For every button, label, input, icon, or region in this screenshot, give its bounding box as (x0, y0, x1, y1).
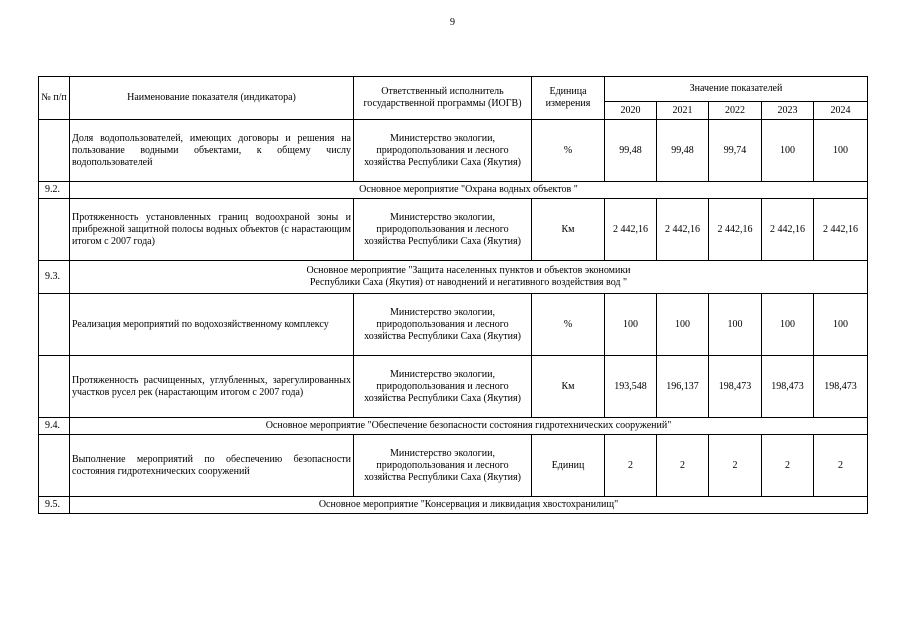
executor: Министерство экологии, природопользования и лесного хозяйства Республики Саха (Якутия) (354, 294, 532, 356)
value-cell: 198,473 (814, 356, 868, 418)
header-year: 2022 (709, 102, 762, 120)
table-row (39, 120, 868, 182)
header-values: Значение показателей (605, 77, 868, 102)
value-cell: 198,473 (762, 356, 814, 418)
row-num (39, 435, 70, 497)
header-year: 2024 (814, 102, 868, 120)
section-title: Основное мероприятие "Охрана водных объектов " (70, 182, 868, 199)
header-year: 2020 (605, 102, 657, 120)
indicator-name: Протяженность установленных границ водоохраной зоны и прибрежной защитной полосы водных объектов (с нарастающим итогом с 2007 года) (70, 199, 354, 261)
value-cell: 2 442,16 (709, 199, 762, 261)
value-cell: 2 442,16 (605, 199, 657, 261)
section-row (39, 261, 868, 294)
unit: % (532, 120, 605, 182)
value-cell: 2 (605, 435, 657, 497)
page-number: 9 (450, 17, 455, 28)
section-num: 9.5. (39, 497, 70, 514)
section-title-line: Основное мероприятие "Защита населенных пунктов и объектов экономики (306, 265, 631, 276)
header-unit: Единица измерения (532, 77, 605, 120)
section-num: 9.4. (39, 418, 70, 435)
value-cell: 100 (814, 294, 868, 356)
row-num (39, 356, 70, 418)
section-title: Основное мероприятие "Обеспечение безопасности состояния гидротехнических сооружений" (70, 418, 868, 435)
value-cell: 100 (709, 294, 762, 356)
header-name: Наименование показателя (индикатора) (70, 77, 354, 120)
unit: Единиц (532, 435, 605, 497)
value-cell: 99,48 (605, 120, 657, 182)
value-cell: 99,74 (709, 120, 762, 182)
value-cell: 100 (762, 294, 814, 356)
header-executor: Ответственный исполнитель государственной программы (ИОГВ) (354, 77, 532, 120)
value-cell: 193,548 (605, 356, 657, 418)
header-row (39, 77, 868, 102)
value-cell: 2 442,16 (762, 199, 814, 261)
unit: % (532, 294, 605, 356)
section-title (70, 261, 868, 294)
header-year: 2021 (657, 102, 709, 120)
indicator-name: Реализация мероприятий по водохозяйственному комплексу (70, 294, 354, 356)
header-year: 2023 (762, 102, 814, 120)
value-cell: 2 (657, 435, 709, 497)
executor: Министерство экологии, природопользования и лесного хозяйства Республики Саха (Якутия) (354, 435, 532, 497)
section-title: Основное мероприятие "Консервация и ликвидация хвостохранилищ" (70, 497, 868, 514)
section-row (39, 497, 868, 514)
unit: Км (532, 356, 605, 418)
value-cell: 100 (762, 120, 814, 182)
indicator-name: Выполнение мероприятий по обеспечению безопасности состояния гидротехнических сооружений (70, 435, 354, 497)
value-cell: 2 442,16 (657, 199, 709, 261)
table-row (39, 435, 868, 497)
value-cell: 99,48 (657, 120, 709, 182)
unit: Км (532, 199, 605, 261)
value-cell: 2 (709, 435, 762, 497)
value-cell: 198,473 (709, 356, 762, 418)
executor: Министерство экологии, природопользования и лесного хозяйства Республики Саха (Якутия) (354, 120, 532, 182)
executor: Министерство экологии, природопользования и лесного хозяйства Республики Саха (Якутия) (354, 199, 532, 261)
row-num (39, 294, 70, 356)
indicator-name: Протяженность расчищенных, углубленных, зарегулированных участков русел рек (нарастающим итогом с 2007 года) (70, 356, 354, 418)
value-cell: 100 (814, 120, 868, 182)
value-cell: 2 (814, 435, 868, 497)
section-title-line: Республики Саха (Якутия) от наводнений и негативного воздействия вод " (309, 277, 628, 288)
header-num-text: № п/п (41, 92, 67, 103)
value-cell: 100 (657, 294, 709, 356)
indicator-name: Доля водопользователей, имеющих договоры и решения на пользование водными объектами, к общему числу водопользователей (70, 120, 354, 182)
section-row (39, 418, 868, 435)
section-num: 9.3. (39, 261, 70, 294)
header-num (39, 77, 70, 120)
executor: Министерство экологии, природопользования и лесного хозяйства Республики Саха (Якутия) (354, 356, 532, 418)
section-row (39, 182, 868, 199)
value-cell: 2 442,16 (814, 199, 868, 261)
row-num (39, 199, 70, 261)
table-row (39, 199, 868, 261)
row-num (39, 120, 70, 182)
value-cell: 2 (762, 435, 814, 497)
table-row (39, 356, 868, 418)
value-cell: 196,137 (657, 356, 709, 418)
section-num: 9.2. (39, 182, 70, 199)
table-row (39, 294, 868, 356)
indicators-table (38, 76, 868, 514)
value-cell: 100 (605, 294, 657, 356)
